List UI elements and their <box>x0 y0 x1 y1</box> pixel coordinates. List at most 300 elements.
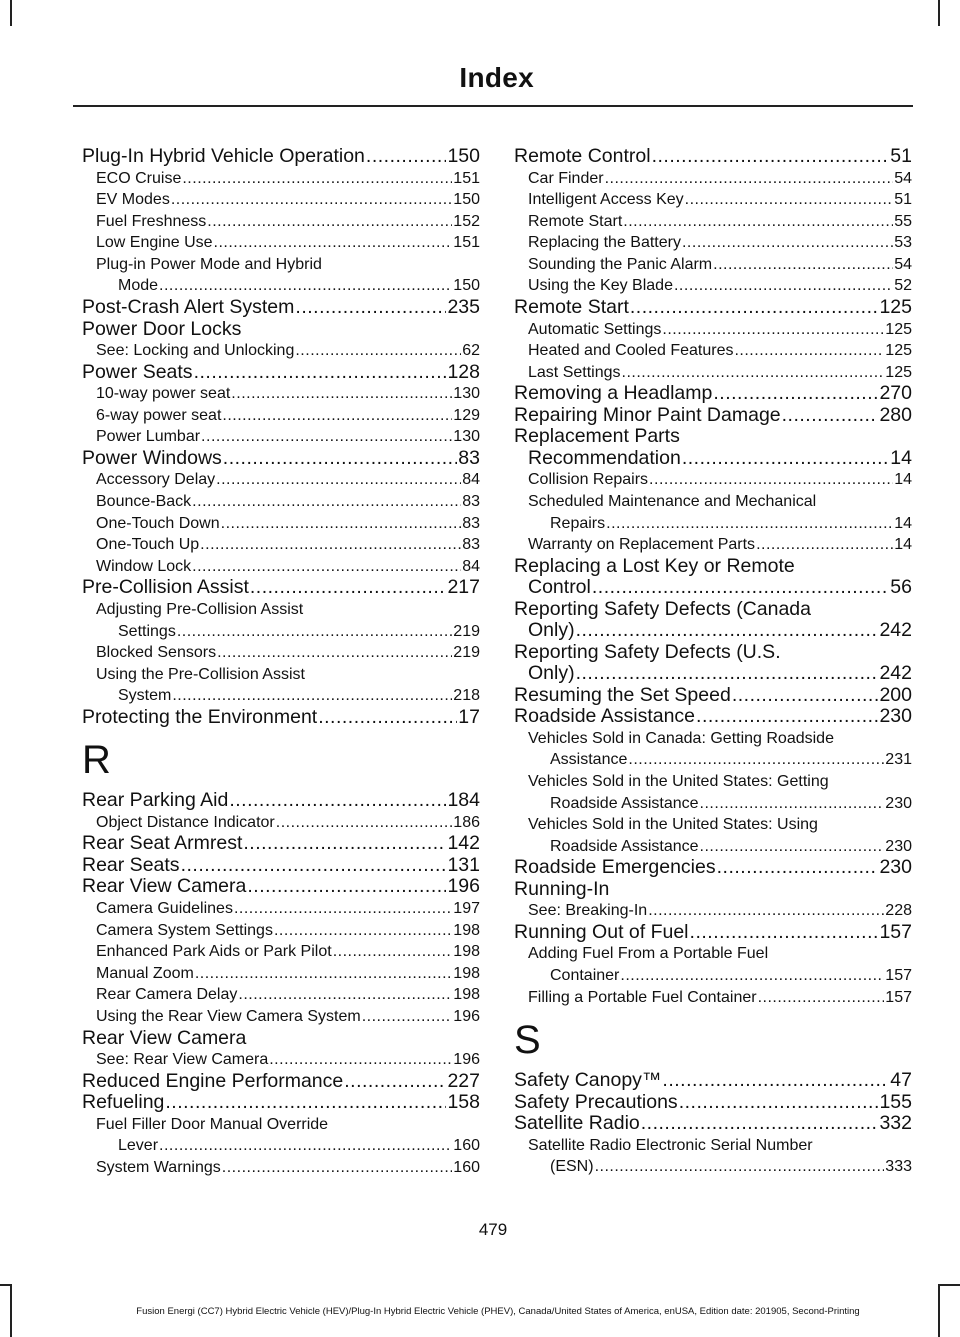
index-entry-text: Filling a Portable Fuel Container <box>528 988 757 1006</box>
index-entry-text: Enhanced Park Aids or Park Pilot <box>96 943 332 961</box>
index-entry <box>514 879 912 901</box>
dot-leader <box>734 340 884 362</box>
index-entry-text: Mode <box>118 277 159 295</box>
index-entry-text: Resuming the Set Speed <box>514 683 731 706</box>
index-entry <box>514 189 912 211</box>
index-entry <box>514 685 912 707</box>
index-entry-text: Safety Precautions <box>514 1090 678 1113</box>
crop-mark-top-left <box>10 0 12 26</box>
index-entry-text: One-Touch Up <box>96 536 200 554</box>
index-entry-page: 151 <box>453 234 480 252</box>
index-entry-text: Reduced Engine Performance <box>82 1069 344 1092</box>
index-entry-text: Manual Zoom <box>96 964 194 982</box>
index-entry <box>82 941 480 963</box>
index-entry-text: Rear Parking Aid <box>82 789 229 812</box>
dot-leader <box>172 685 452 707</box>
dot-leader <box>662 319 884 341</box>
index-entry-text: 10-way power seat <box>96 385 231 403</box>
index-entry <box>514 405 912 427</box>
dot-leader <box>165 1092 446 1114</box>
index-entry <box>82 297 480 319</box>
dot-leader <box>238 984 452 1006</box>
index-entry <box>82 146 480 168</box>
index-entry-text: Roadside Emergencies <box>514 856 716 879</box>
index-entry-text: Object Distance Indicator <box>96 813 275 831</box>
index-entry-page: 230 <box>879 856 912 879</box>
index-entry-text: Using the Rear View Camera System <box>96 1007 361 1025</box>
index-entry <box>514 168 912 190</box>
index-entry-page: 125 <box>885 320 912 338</box>
index-entry-text: Using the Pre-Collision Assist <box>96 665 305 683</box>
dot-leader <box>181 855 447 877</box>
index-entry <box>82 707 480 729</box>
index-entry-text: One-Touch Down <box>96 514 220 532</box>
index-entry-text: Refueling <box>82 1091 165 1114</box>
dot-leader <box>713 254 893 276</box>
dot-leader <box>216 469 461 491</box>
index-entry-text: Intelligent Access Key <box>528 191 684 209</box>
index-entry <box>82 426 480 448</box>
index-entry-text: Power Windows <box>82 446 222 469</box>
dot-leader <box>622 362 885 384</box>
dot-leader <box>295 340 461 362</box>
index-entry-page: 130 <box>453 385 480 403</box>
index-entry <box>82 383 480 405</box>
dot-leader <box>641 1113 879 1135</box>
index-entry-page: 84 <box>462 471 480 489</box>
index-entry <box>82 599 480 621</box>
index-entry <box>82 1135 480 1157</box>
dot-leader <box>682 232 893 254</box>
dot-leader <box>630 297 879 319</box>
index-entry-text: Repairs <box>550 514 606 532</box>
index-entry <box>82 984 480 1006</box>
index-entry-page: 270 <box>879 382 912 405</box>
dot-leader <box>662 1070 889 1092</box>
index-entry-page: 47 <box>890 1069 912 1092</box>
index-entry-page: 230 <box>885 794 912 812</box>
index-entry-page: 196 <box>453 1007 480 1025</box>
index-entry-page: 54 <box>894 255 912 273</box>
index-entry <box>514 469 912 491</box>
index-entry-text: Protecting the Environment <box>82 705 318 728</box>
index-entry-text: Satellite Radio Electronic Serial Number <box>528 1136 813 1154</box>
index-entry-text: Power Seats <box>82 360 193 383</box>
dot-leader <box>295 297 446 319</box>
index-entry-page: 242 <box>879 619 912 642</box>
dot-leader <box>231 383 452 405</box>
index-entry-page: 131 <box>447 853 480 876</box>
dot-leader <box>159 275 452 297</box>
dot-leader <box>782 405 879 427</box>
index-entry <box>82 621 480 643</box>
index-entry-page: 51 <box>894 191 912 209</box>
footer-edition-text: Fusion Energi (CC7) Hybrid Electric Vehicle (HEV)/Plug-In Hybrid Electric Vehicle (PHEV), Canada/United States of America, enUSA, Edition date: 201905, Second-Printing <box>136 1306 860 1317</box>
dot-leader <box>620 965 884 987</box>
index-entry <box>514 728 912 750</box>
index-entry-text: Rear Seats <box>82 853 180 876</box>
index-entry-text: Rear View Camera <box>82 875 247 898</box>
index-entry-text: See: Locking and Unlocking <box>96 342 295 360</box>
dot-leader <box>592 577 889 599</box>
index-entry-text: Last Settings <box>528 363 621 381</box>
index-section-letter <box>514 1018 912 1062</box>
index-entry-text: Only) <box>528 662 575 685</box>
index-entry-page: 130 <box>453 428 480 446</box>
dot-leader <box>333 941 453 963</box>
index-entry <box>514 836 912 858</box>
index-entry-text: Automatic Settings <box>528 320 662 338</box>
index-entry-text: Sounding the Panic Alarm <box>528 255 713 273</box>
index-entry-text: 6-way power seat <box>96 406 222 424</box>
index-entry-page: 230 <box>885 837 912 855</box>
dot-leader <box>690 922 879 944</box>
index-entry <box>82 1157 480 1179</box>
index-entry <box>514 987 912 1009</box>
index-entry <box>514 620 912 642</box>
index-entry <box>82 920 480 942</box>
dot-leader <box>717 857 879 879</box>
index-entry <box>514 146 912 168</box>
index-entry <box>514 793 912 815</box>
index-entry <box>514 426 912 448</box>
index-entry-page: 157 <box>885 966 912 984</box>
index-entry-text: S <box>514 1018 541 1063</box>
index-entry-page: 152 <box>453 212 480 230</box>
dot-leader <box>366 146 447 168</box>
index-entry <box>82 319 480 341</box>
index-entry <box>514 448 912 470</box>
index-entry <box>514 577 912 599</box>
index-entry-page: 84 <box>462 557 480 575</box>
index-entry-text: Vehicles Sold in the United States: Using <box>528 816 818 834</box>
index-entry <box>82 211 480 233</box>
dot-leader <box>713 383 878 405</box>
index-entry-page: 157 <box>879 920 912 943</box>
dot-leader <box>628 749 884 771</box>
index-entry-page: 151 <box>453 169 480 187</box>
index-entry <box>514 211 912 233</box>
index-entry-text: Running-In <box>514 877 610 900</box>
index-entry <box>514 749 912 771</box>
index-entry-text: Vehicles Sold in Canada: Getting Roadside <box>528 729 834 747</box>
index-entry-page: 14 <box>894 471 912 489</box>
index-entry <box>514 534 912 556</box>
index-entry <box>514 232 912 254</box>
index-entry <box>82 168 480 190</box>
index-entry-text: Roadside Assistance <box>550 794 699 812</box>
index-entry <box>82 855 480 877</box>
index-entry <box>82 876 480 898</box>
index-entry-page: 155 <box>879 1090 912 1113</box>
index-entry-page: 198 <box>453 964 480 982</box>
index-entry-text: Collision Repairs <box>528 471 649 489</box>
index-entry-page: 200 <box>879 683 912 706</box>
index-entry <box>514 642 912 664</box>
dot-leader <box>652 146 890 168</box>
index-entry-text: Remote Control <box>514 145 651 167</box>
index-entry <box>82 254 480 276</box>
index-entry-page: 196 <box>447 875 480 898</box>
index-entry-text: EV Modes <box>96 191 170 209</box>
dot-leader <box>576 663 879 685</box>
index-entry-text: Window Lock <box>96 557 192 575</box>
index-entry-page: 186 <box>453 813 480 831</box>
index-entry-text: Roadside Assistance <box>550 837 699 855</box>
dot-leader <box>195 963 452 985</box>
index-column-left <box>82 146 480 1178</box>
index-entry <box>82 1092 480 1114</box>
index-entry-text: Reporting Safety Defects (U.S. <box>514 640 781 663</box>
dot-leader <box>605 168 894 190</box>
dot-leader <box>171 189 452 211</box>
dot-leader <box>595 1156 885 1178</box>
index-entry-text: See: Breaking-In <box>528 902 648 920</box>
index-entry-text: Repairing Minor Paint Damage <box>514 403 781 426</box>
index-entry <box>514 1092 912 1114</box>
crop-mark-bottom-right <box>938 1284 940 1337</box>
index-entry <box>514 319 912 341</box>
index-entry-page: 62 <box>462 342 480 360</box>
index-entry <box>514 275 912 297</box>
page-number: 479 <box>478 1220 508 1239</box>
index-entry <box>82 790 480 812</box>
crop-mark-bottom-left <box>10 1284 12 1337</box>
dot-leader <box>222 1157 453 1179</box>
index-entry-page: 150 <box>447 145 480 167</box>
index-entry-text: Recommendation <box>528 446 681 469</box>
index-entry-page: 125 <box>885 342 912 360</box>
index-entry-text: Plug-in Power Mode and Hybrid <box>96 255 322 273</box>
dot-leader <box>269 1049 452 1071</box>
index-entry <box>82 833 480 855</box>
index-entry-text: Adding Fuel From a Portable Fuel <box>528 945 769 963</box>
index-entry-text: Blocked Sensors <box>96 644 217 662</box>
dot-leader <box>159 1135 452 1157</box>
index-entry <box>514 857 912 879</box>
dot-leader <box>192 556 461 578</box>
dot-leader <box>214 232 453 254</box>
index-entry <box>82 556 480 578</box>
index-entry <box>82 189 480 211</box>
index-entry-page: 228 <box>885 902 912 920</box>
index-entry-page: 231 <box>885 751 912 769</box>
index-entry-page: 54 <box>894 169 912 187</box>
index-entry <box>82 534 480 556</box>
index-entry-text: Safety Canopy™ <box>514 1069 662 1092</box>
index-entry-text: Replacement Parts <box>514 425 680 448</box>
index-entry <box>82 664 480 686</box>
dot-leader <box>192 491 461 513</box>
index-section-letter <box>82 738 480 782</box>
dot-leader <box>648 900 884 922</box>
index-entry-text: Warranty on Replacement Parts <box>528 536 756 554</box>
index-entry <box>82 898 480 920</box>
dot-leader <box>756 534 893 556</box>
index-entry-text: System <box>118 687 172 705</box>
index-entry-page: 227 <box>447 1069 480 1092</box>
index-entry-text: Adjusting Pre-Collision Assist <box>96 600 304 618</box>
index-entry-page: 83 <box>458 446 480 469</box>
index-entry <box>514 1156 912 1178</box>
index-entry-page: 83 <box>462 493 480 511</box>
dot-leader <box>182 168 452 190</box>
index-entry-text: ECO Cruise <box>96 169 182 187</box>
dot-leader <box>318 707 457 729</box>
index-entry-page: 129 <box>453 406 480 424</box>
index-entry-text: Fuel Filler Door Manual Override <box>96 1115 329 1133</box>
dot-leader <box>217 642 452 664</box>
index-entry <box>82 405 480 427</box>
index-entry-text: Plug-In Hybrid Vehicle Operation <box>82 145 365 167</box>
index-entry-page: 14 <box>894 514 912 532</box>
index-entry-page: 198 <box>453 943 480 961</box>
dot-leader <box>177 621 452 643</box>
header-rule <box>73 105 913 107</box>
index-entry-page: 217 <box>447 576 480 599</box>
index-entry-page: 219 <box>453 644 480 662</box>
dot-leader <box>274 920 452 942</box>
dot-leader <box>696 706 878 728</box>
index-entry-page: 332 <box>879 1112 912 1135</box>
index-entry-page: 235 <box>447 296 480 319</box>
index-entry-page: 14 <box>890 446 912 469</box>
index-entry-page: 83 <box>462 514 480 532</box>
index-entry <box>514 491 912 513</box>
index-entry <box>514 706 912 728</box>
index-entry-text: Container <box>550 966 620 984</box>
index-entry-text: System Warnings <box>96 1158 221 1176</box>
dot-leader <box>685 189 894 211</box>
dot-leader <box>679 1092 879 1114</box>
dot-leader <box>732 685 879 707</box>
index-entry <box>514 556 912 578</box>
index-entry <box>514 1113 912 1135</box>
index-entry-page: 14 <box>894 536 912 554</box>
index-entry <box>514 1135 912 1157</box>
index-entry <box>82 491 480 513</box>
index-entry-page: 333 <box>885 1158 912 1176</box>
index-entry <box>514 663 912 685</box>
index-entry-text: Camera Guidelines <box>96 899 233 917</box>
index-column-right <box>514 146 912 1178</box>
crop-mark-top-right <box>938 0 940 26</box>
index-entry-page: 157 <box>885 988 912 1006</box>
index-entry-page: 51 <box>890 145 912 167</box>
index-entry-page: 125 <box>879 296 912 319</box>
index-entry <box>82 577 480 599</box>
index-entry-page: 197 <box>453 899 480 917</box>
index-entry <box>514 922 912 944</box>
index-entry-text: R <box>82 738 111 783</box>
dot-leader <box>223 448 458 470</box>
index-entry-page: 184 <box>447 789 480 812</box>
index-entry-text: Only) <box>528 619 575 642</box>
index-entry-text: Rear Seat Armrest <box>82 832 243 855</box>
index-entry-page: 198 <box>453 921 480 939</box>
index-entry <box>514 599 912 621</box>
index-entry <box>82 963 480 985</box>
index-entry-page: 17 <box>458 705 480 728</box>
index-entry-page: 160 <box>453 1158 480 1176</box>
dot-leader <box>201 426 452 448</box>
page-title: Index <box>459 62 534 93</box>
index-entry <box>514 513 912 535</box>
dot-leader <box>207 211 452 233</box>
index-entry <box>514 943 912 965</box>
index-entry-text: Pre-Collision Assist <box>82 576 249 599</box>
index-entry-text: Power Lumbar <box>96 428 201 446</box>
index-entry-page: 56 <box>890 576 912 599</box>
index-entry-text: Rear View Camera <box>82 1026 247 1049</box>
index-entry-text: Remote Start <box>514 296 629 319</box>
dot-leader <box>221 513 462 535</box>
index-entry-text: Running Out of Fuel <box>514 920 689 943</box>
index-entry-text: Fuel Freshness <box>96 212 207 230</box>
index-entry <box>82 685 480 707</box>
index-entry <box>82 362 480 384</box>
index-entry-page: 128 <box>447 360 480 383</box>
index-entry-text: Post-Crash Alert System <box>82 296 295 319</box>
index-entry-page: 280 <box>879 403 912 426</box>
index-entry-page: 125 <box>885 363 912 381</box>
dot-leader <box>674 275 893 297</box>
index-entry-page: 150 <box>453 277 480 295</box>
dot-leader <box>222 405 452 427</box>
index-entry-text: Heated and Cooled Features <box>528 342 734 360</box>
dot-leader <box>234 898 452 920</box>
index-entry-text: Bounce-Back <box>96 493 192 511</box>
dot-leader <box>247 876 446 898</box>
index-entry <box>514 771 912 793</box>
index-entry <box>514 900 912 922</box>
dot-leader <box>344 1071 446 1093</box>
index-entry-text: Reporting Safety Defects (Canada <box>514 597 811 620</box>
index-entry-page: 218 <box>453 687 480 705</box>
index-entry-text: Using the Key Blade <box>528 277 673 295</box>
index-entry <box>82 1071 480 1093</box>
index-entry <box>82 1049 480 1071</box>
index-entry <box>514 1070 912 1092</box>
index-entry-text: Power Door Locks <box>82 317 242 340</box>
index-entry <box>82 642 480 664</box>
dot-leader <box>250 577 447 599</box>
index-entry-text: Satellite Radio <box>514 1112 640 1135</box>
index-entry <box>514 814 912 836</box>
index-entry-text: Low Engine Use <box>96 234 213 252</box>
dot-leader <box>700 836 885 858</box>
index-entry-text: Camera System Settings <box>96 921 273 939</box>
index-entry <box>82 513 480 535</box>
index-entry-page: 52 <box>894 277 912 295</box>
index-entry-text: Car Finder <box>528 169 604 187</box>
index-entry-page: 242 <box>879 662 912 685</box>
index-entry <box>82 340 480 362</box>
index-entry-page: 83 <box>462 536 480 554</box>
dot-leader <box>623 211 893 233</box>
dot-leader <box>758 987 885 1009</box>
index-entry-text: Assistance <box>550 751 628 769</box>
dot-leader <box>229 790 446 812</box>
index-entry <box>82 448 480 470</box>
index-entry-page: 158 <box>447 1091 480 1114</box>
index-entry <box>514 965 912 987</box>
dot-leader <box>682 448 889 470</box>
index-entry-text: Replacing the Battery <box>528 234 681 252</box>
dot-leader <box>243 833 446 855</box>
index-entry-text: Lever <box>118 1137 159 1155</box>
index-entry-page: 198 <box>453 986 480 1004</box>
